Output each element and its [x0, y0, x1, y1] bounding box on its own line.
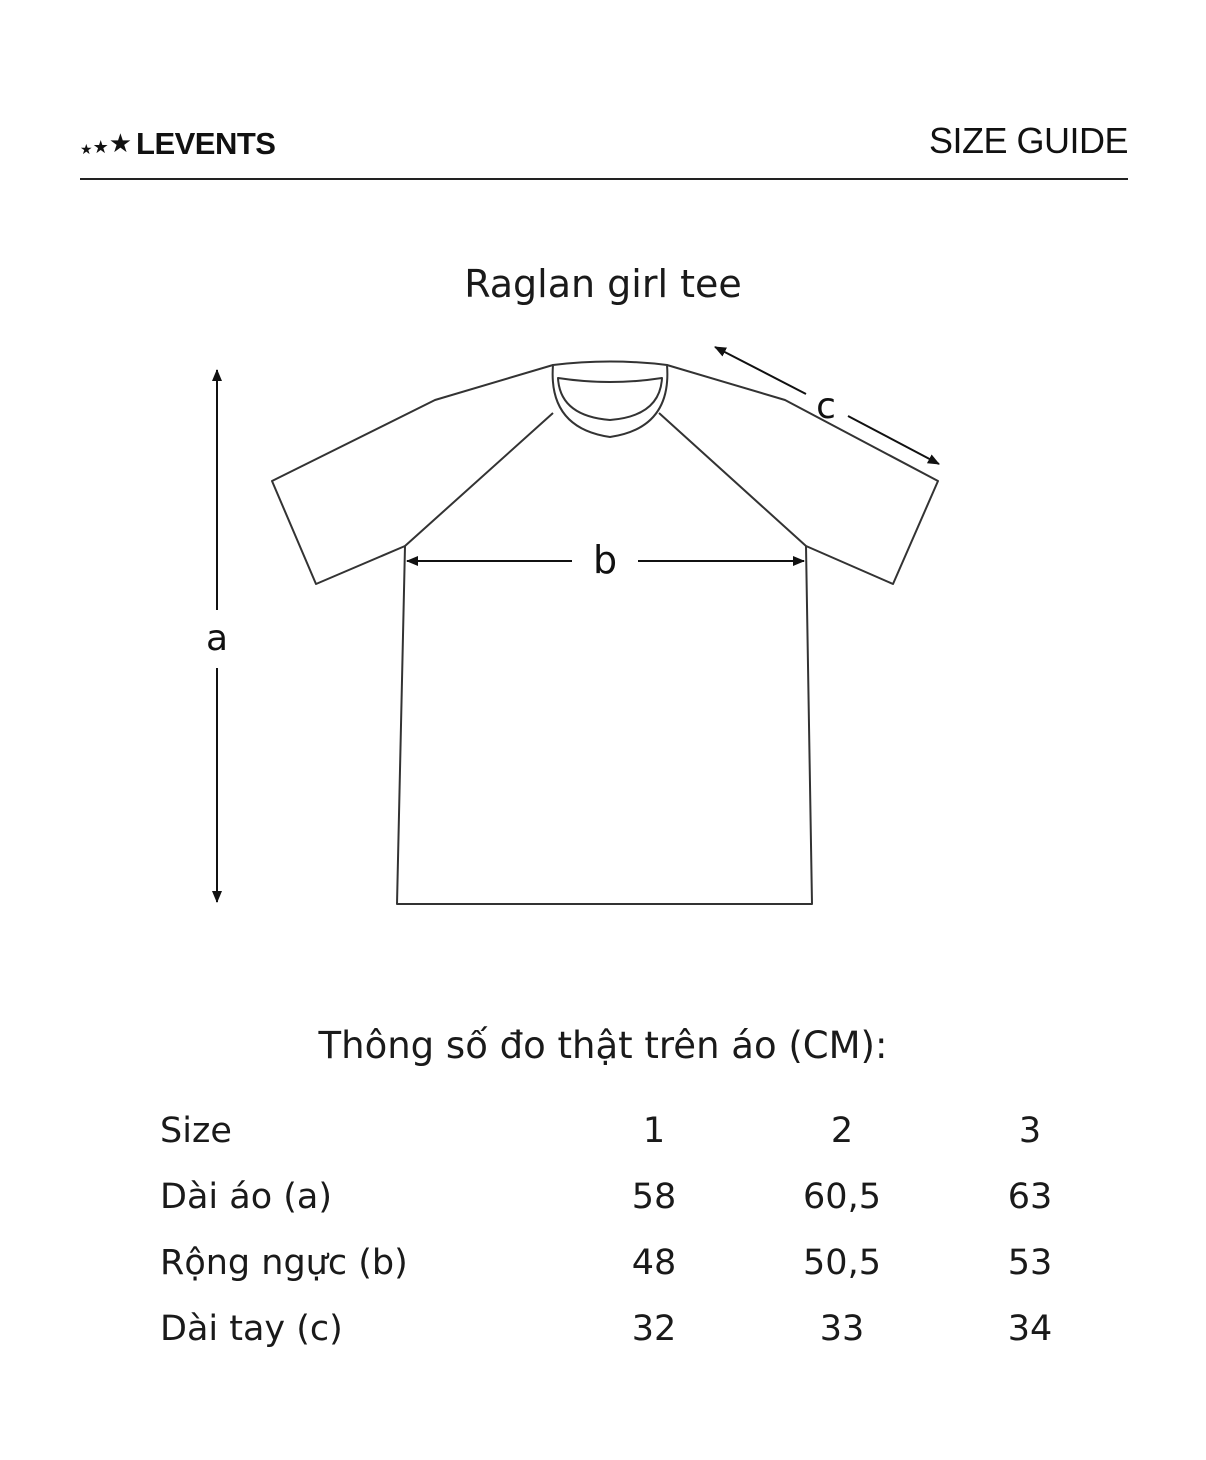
table-header-row — [160, 1098, 1124, 1164]
label-a: a — [205, 618, 229, 659]
product-title: Raglan girl tee — [464, 262, 742, 306]
label-b: b — [592, 538, 618, 582]
header-cell: 1 — [642, 1111, 666, 1151]
brand-name: LEVENTS — [136, 126, 276, 161]
table-cell: 48 — [631, 1243, 677, 1283]
row-label: Dài áo (a) — [160, 1177, 332, 1217]
header-cell: 3 — [1018, 1111, 1042, 1151]
table-cell: 63 — [1007, 1177, 1053, 1217]
header-cell: Size — [160, 1111, 232, 1151]
table-cell: 53 — [1007, 1243, 1053, 1283]
row-label: Rộng ngực (b) — [160, 1243, 408, 1283]
tee-outline — [272, 362, 938, 905]
table-cell: 34 — [1007, 1309, 1053, 1349]
table-cell: 60,5 — [803, 1177, 881, 1217]
table-cell: 33 — [819, 1309, 865, 1349]
label-c: c — [816, 386, 836, 427]
section-title: SIZE GUIDE — [928, 120, 1128, 161]
table-row — [160, 1164, 1124, 1230]
table-row — [160, 1296, 1124, 1362]
row-label: Dài tay (c) — [160, 1309, 343, 1349]
table-title: Thông số đo thật trên áo (CM): — [318, 1024, 888, 1067]
table-cell: 58 — [631, 1177, 677, 1217]
size-table — [160, 1098, 1124, 1362]
table-row — [160, 1230, 1124, 1296]
header-cell: 2 — [830, 1111, 854, 1151]
table-cell: 50,5 — [803, 1243, 881, 1283]
table-cell: 32 — [631, 1309, 677, 1349]
star-icon: ★ ★ ★ — [80, 129, 133, 159]
